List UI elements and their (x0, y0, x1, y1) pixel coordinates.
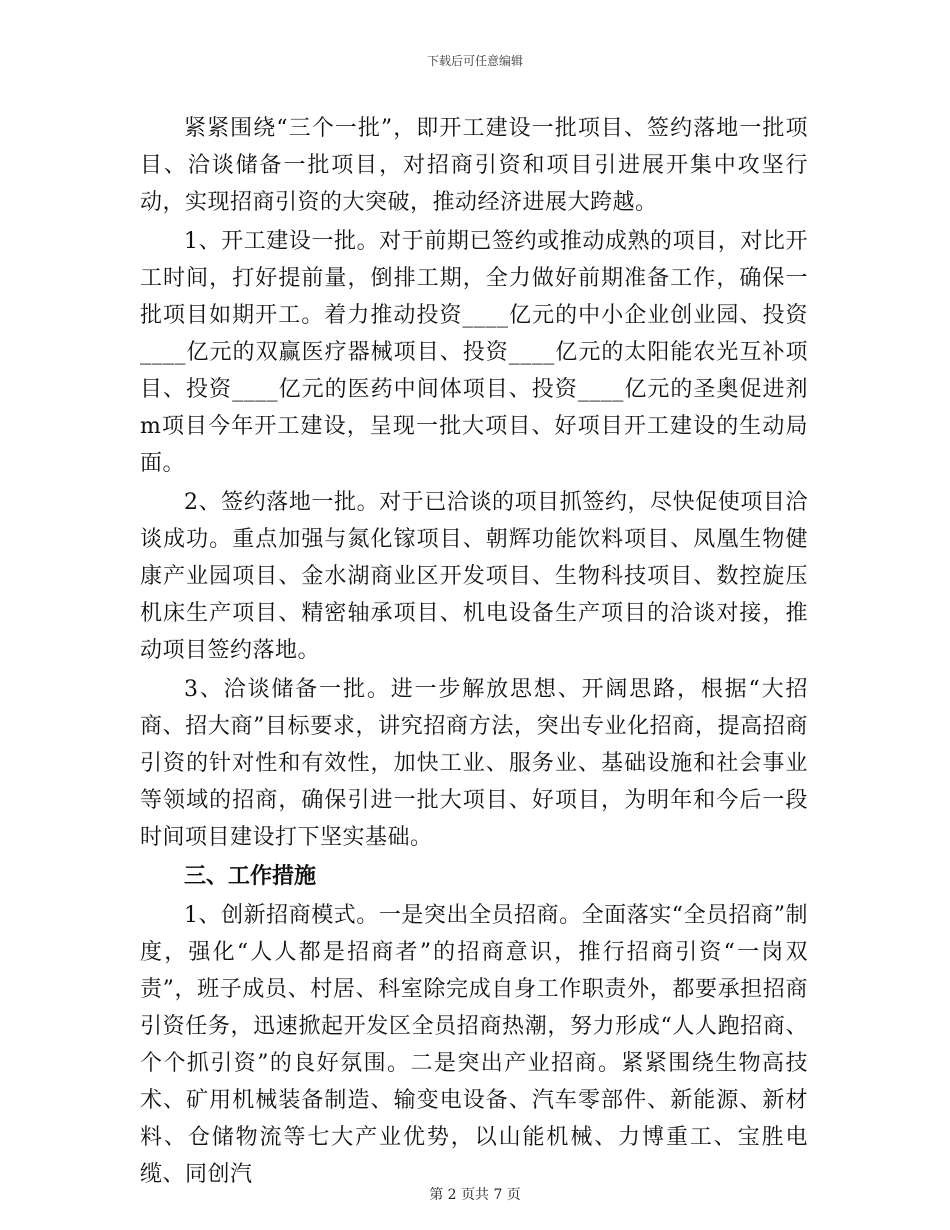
page-header: 下载后可任意编辑 (426, 54, 523, 68)
paragraph-item-2: 2、签约落地一批。对于已洽谈的项目抓签约，尽快促使项目洽谈成功。重点加强与氮化镓项目、朝辉功能饮料项目、凤凰生物健康产业园项目、金水湖商业区开发项目、生物科技项目、数控旋压机床生产项目、精密轴承项目、机电设备生产项目的洽谈对接，推动项目签约落地。 (140, 490, 808, 663)
paragraph-intro: 紧紧围绕“三个一批”，即开工建设一批项目、签约落地一批项目、洽谈储备一批项目，对招商引资和项目引进展开集中攻坚行动，实现招商引资的大突破，推动经济进展大跨越。 (140, 116, 808, 215)
paragraph-item-1: 1、开工建设一批。对于前期已签约或推动成熟的项目，对比开工时间，打好提前量，倒排工期，全力做好前期准备工作，确保一批项目如期开工。着力推动投资____亿元的中小企业创业园、投资____亿元的双赢医疗器械项目、投资____亿元的太阳能农光互补项目、投资____亿元的医药中间体项目、投资____亿元的圣奥促进剂m项目今年开工建设，呈现一批大项目、好项目开工建设的生动局面。 (140, 229, 808, 476)
paragraph-item-3: 3、洽谈储备一批。进一步解放思想、开阔思路，根据“大招商、招大商”目标要求，讲究招商方法，突出专业化招商，提高招商引资的针对性和有效性，加快工业、服务业、基础设施和社会事业等领域的招商，确保引进一批大项目、好项目，为明年和今后一段时间项目建设打下坚实基础。 (140, 677, 808, 850)
paragraph-measure-1: 1、创新招商模式。一是突出全员招商。全面落实“全员招商”制度，强化“人人都是招商者”的招商意识，推行招商引资“一岗双责”，班子成员、村居、科室除完成自身工作职责外，都要承担招商引资任务，迅速掀起开发区全员招商热潮，努力形成“人人跑招商、个个抓引资”的良好氛围。二是突出产业招商。紧紧围绕生物高技术、矿用机械装备制造、输变电设备、汽车零部件、新能源、新材料、仓储物流等七大产业优势，以山能机械、力博重工、宝胜电缆、同创汽 (140, 903, 808, 1187)
page-footer: 第 2 页共 7 页 (429, 1187, 521, 1203)
section-heading: 三、工作措施 (184, 864, 317, 889)
document-body (140, 110, 808, 1195)
